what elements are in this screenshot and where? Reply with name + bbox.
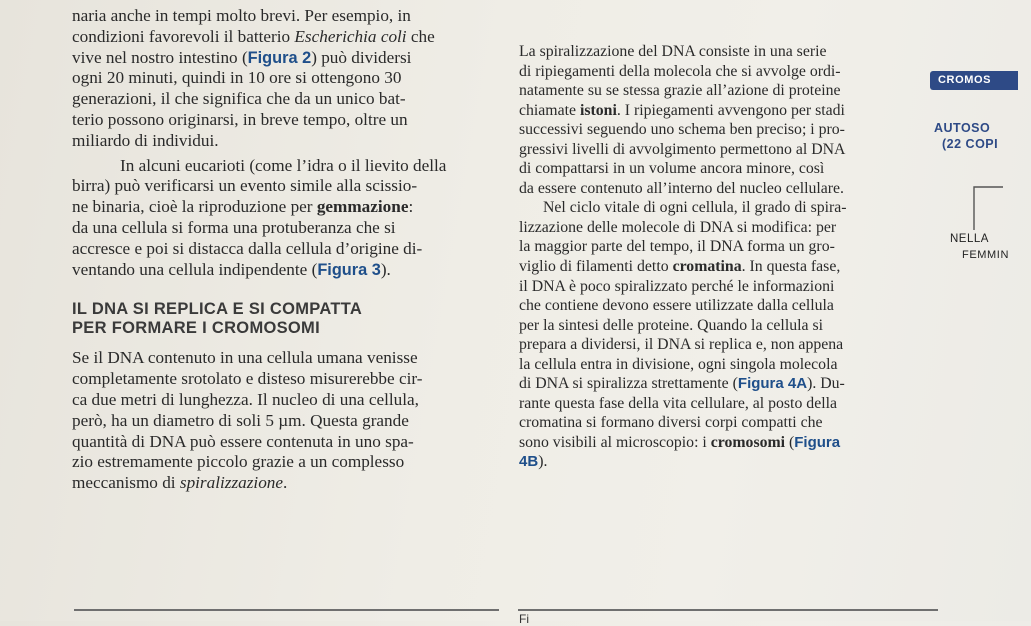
- text-line: vive nel nostro intestino (Figura 2) può dividersi: [72, 47, 412, 67]
- paragraph-bacteria: [72, 6, 512, 152]
- sidebar-label: NELLA: [950, 233, 989, 245]
- text-line: ne binaria, cioè la riproduzione per gemmazione:: [72, 197, 414, 217]
- text-line: prepara a dividersi, il DNA si replica e, non appena: [519, 336, 844, 354]
- text-line: condizioni favorevoli il batterio Escherichia coli che: [72, 26, 435, 46]
- paragraph-cell-cycle: [519, 198, 944, 472]
- middle-column: [519, 42, 944, 472]
- text-line: rante questa fase della vita cellulare, al posto della: [519, 394, 837, 412]
- emphasis-text: cromosomi: [710, 433, 786, 451]
- text-line: gressivi livelli di avvolgimento permettono al DNA: [519, 140, 846, 158]
- text-line: però, ha un diametro di soli 5 µm. Questa grande: [72, 410, 409, 430]
- text-line: di ripiegamenti della molecola che si avvolge ordi-: [519, 62, 841, 80]
- emphasis-text: Figura 4A: [737, 375, 808, 393]
- text-line: generazioni, il che significa che da un unico bat-: [72, 89, 406, 109]
- text-line: La spiralizzazione del DNA consiste in una serie: [519, 43, 827, 60]
- text-line: lizzazione delle molecole di DNA si modifica: per: [519, 218, 837, 236]
- heading-line: IL DNA SI REPLICA E SI COMPATTA: [72, 300, 363, 319]
- text-line: chiamate istoni. I ripiegamenti avvengono per stadi: [519, 101, 845, 119]
- text-line: natamente su se stessa grazie all’azione di proteine: [519, 82, 841, 100]
- emphasis-text: Figura 2: [247, 48, 312, 67]
- text-line: di compattarsi in un volume ancora minore, così: [519, 160, 825, 178]
- text-line: birra) può verificarsi un evento simile alla scissio-: [72, 176, 418, 196]
- heading-line: PER FORMARE I CROMOSOMI: [72, 319, 320, 338]
- paragraph-budding: [72, 156, 512, 281]
- text-line: ca due metri di lunghezza. Il nucleo di una cellula,: [72, 389, 419, 409]
- text-line: naria anche in tempi molto brevi. Per esempio, in: [72, 6, 411, 25]
- text-line: ventando una cellula indipendente (Figura 3).: [72, 259, 391, 279]
- text-line: di DNA si spiralizza strettamente (Figura 4A). Du-: [519, 375, 845, 393]
- text-line: sono visibili al microscopio: i cromosomi (Figura: [519, 433, 841, 451]
- text-line: successivi seguendo uno schema ben preciso; i pro-: [519, 121, 845, 139]
- emphasis-text: Figura: [794, 433, 841, 451]
- section-heading: [72, 300, 512, 338]
- text-line: quantità di DNA può essere contenuta in uno spa-: [72, 431, 414, 451]
- text-line: meccanismo di spiralizzazione.: [72, 473, 288, 493]
- text-line: completamente srotolato e disteso misurerebbe cir-: [72, 369, 423, 389]
- chart-bracket-icon: [960, 176, 1003, 230]
- emphasis-text: istoni: [579, 101, 617, 119]
- left-column: [72, 6, 512, 494]
- text-line: da essere contenuto all’interno del nucleo cellulare.: [519, 179, 845, 197]
- sidebar-label: FEMMIN: [962, 249, 1009, 261]
- emphasis-text: cromatina: [672, 258, 742, 276]
- text-line: ogni 20 minuti, quindi in 10 ore si ottengono 30: [72, 68, 402, 88]
- text-line: che contiene devono essere utilizzate dalla cellula: [519, 297, 834, 315]
- paragraph-spiralization: [519, 42, 944, 198]
- footer-fragment: Fi: [519, 612, 529, 626]
- text-line: terio possono originarsi, in breve tempo, oltre un: [72, 109, 408, 129]
- text-line: In alcuni eucarioti (come l’idra o il lievito della: [120, 155, 447, 175]
- divider-line: [74, 609, 499, 611]
- text-line: Nel ciclo vitale di ogni cellula, il grado di spira-: [543, 199, 847, 217]
- text-line: la maggior parte del tempo, il DNA forma un gro-: [519, 238, 835, 256]
- text-line: il DNA è poco spiralizzato perché le informazioni: [519, 277, 835, 295]
- emphasis-text: 4B: [519, 453, 539, 471]
- text-line: da una cellula si forma una protuberanza che si: [72, 217, 396, 237]
- emphasis-text: Figura 3: [317, 260, 381, 279]
- text-line: 4B).: [519, 453, 548, 471]
- text-line: miliardo di individui.: [72, 130, 219, 150]
- text-line: zio estremamente piccolo grazie a un complesso: [72, 452, 405, 472]
- paragraph-dna-length: [72, 348, 512, 494]
- chromosome-badge: CROMOS: [930, 71, 1018, 90]
- text-line: la cellula entra in divisione, ogni singola molecola: [519, 355, 838, 373]
- emphasis-text: gemmazione: [316, 197, 409, 217]
- text-line: cromatina si formano diversi corpi compatti che: [519, 414, 823, 432]
- text-line: Se il DNA contenuto in una cellula umana venisse: [72, 348, 418, 368]
- emphasis-text: spiralizzazione: [179, 473, 284, 493]
- emphasis-text: Escherichia coli: [294, 26, 407, 46]
- sidebar-label: AUTOSO: [934, 121, 991, 135]
- text-line: accresce e poi si distacca dalla cellula d’origine di-: [72, 238, 423, 258]
- divider-line: [518, 609, 938, 611]
- text-line: viglio di filamenti detto cromatina. In questa fase,: [519, 258, 841, 276]
- text-line: per la sintesi delle proteine. Quando la cellula si: [519, 316, 823, 334]
- sidebar-label: (22 COPI: [942, 137, 999, 151]
